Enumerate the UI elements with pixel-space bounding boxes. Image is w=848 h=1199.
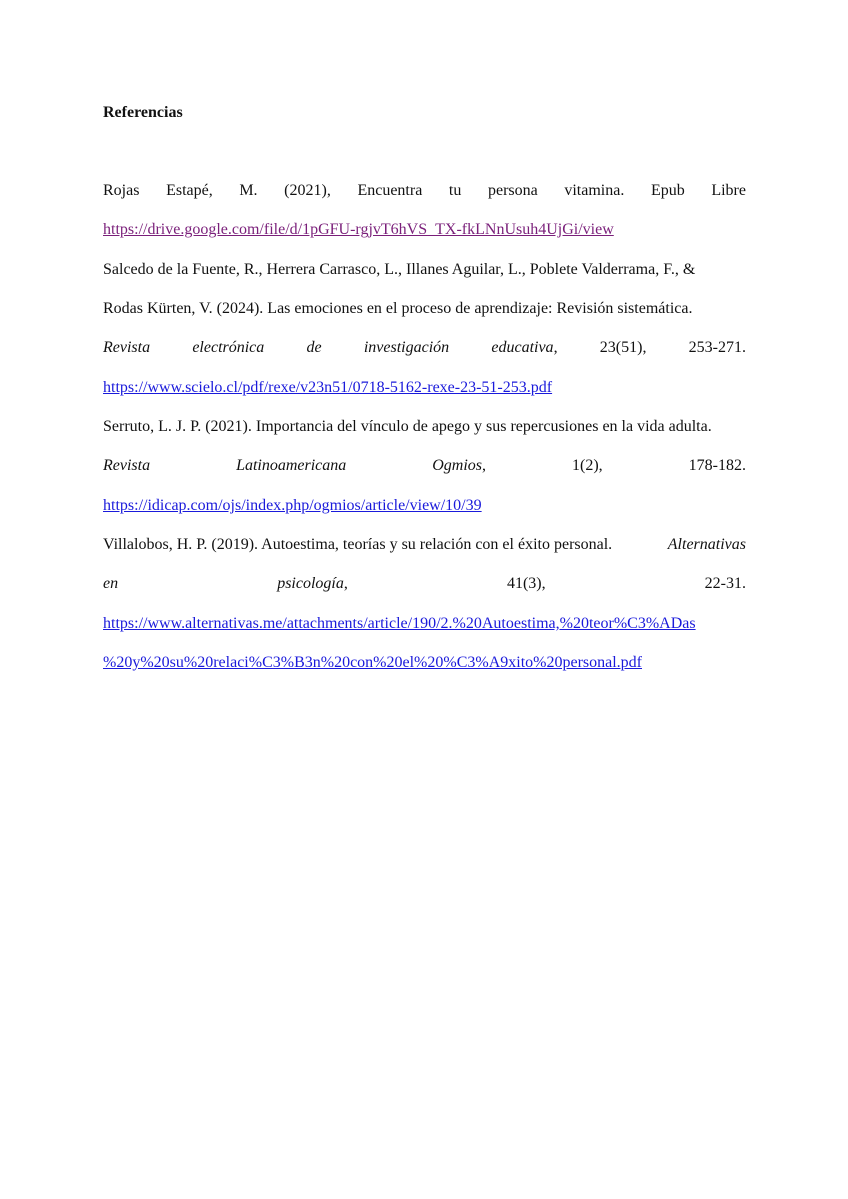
reference-4-url-line-2	[103, 652, 746, 674]
reference-1-url[interactable]: https://drive.google.com/file/d/1pGFU-rgjvT6hVS_TX-fkLNnUsuh4UjGi/view	[103, 221, 614, 238]
journal-word: Revista	[103, 339, 151, 356]
reference-2-line-1: Salcedo de la Fuente, R., Herrera Carrasco, L., Illanes Aguilar, L., Poblete Valderrama, F., &	[103, 261, 696, 278]
ref1-word: Epub	[650, 182, 685, 199]
reference-1-line-1	[103, 180, 746, 202]
ref1-word: M.	[239, 182, 258, 199]
journal-word: de	[306, 339, 322, 356]
comma: ,	[343, 575, 348, 592]
reference-2-url[interactable]: https://www.scielo.cl/pdf/rexe/v23n51/0718-5162-rexe-23-51-253.pdf	[103, 379, 553, 396]
ref1-word: Estapé,	[166, 182, 213, 199]
volume-issue: 1(2),	[572, 457, 603, 474]
volume-issue: 41(3),	[506, 575, 546, 592]
journal-word: Alternativas	[667, 536, 746, 553]
reference-4-url-part-1[interactable]: https://www.alternativas.me/attachments/article/190/2.%20Autoestima,%20teor%C3%ADas	[103, 615, 696, 632]
reference-3-line-3	[103, 495, 746, 517]
comma: ,	[482, 457, 487, 474]
ref1-word: Rojas	[103, 182, 140, 199]
journal-last-word	[491, 337, 557, 359]
journal-word: en	[103, 575, 119, 592]
journal-last-word	[277, 573, 348, 595]
reference-3-url[interactable]: https://idicap.com/ojs/index.php/ogmios/article/view/10/39	[103, 497, 482, 514]
pages: 22-31.	[704, 575, 746, 592]
journal-last-word	[432, 455, 486, 477]
pages: 178-182.	[688, 457, 746, 474]
references-heading: Referencias	[103, 104, 183, 121]
reference-2-line-3	[103, 337, 746, 359]
ref1-word: tu	[448, 182, 462, 199]
reference-2-line-4	[103, 377, 746, 399]
reference-3-line-2	[103, 455, 746, 477]
comma: ,	[553, 339, 558, 356]
journal-word: Latinoamericana	[236, 457, 347, 474]
reference-4-line-1	[103, 534, 746, 556]
reference-4-url-part-2[interactable]: %20y%20su%20relaci%C3%B3n%20con%20el%20%C3%A9xito%20personal.pdf	[103, 654, 642, 671]
reference-2-line-2: Rodas Kürten, V. (2024). Las emociones en el proceso de aprendizaje: Revisión sistemática.	[103, 300, 693, 317]
reference-4-text: Villalobos, H. P. (2019). Autoestima, teorías y su relación con el éxito personal.	[103, 536, 613, 553]
journal-word: psicología	[277, 575, 344, 592]
journal-word: educativa	[491, 339, 554, 356]
reference-4-url-line-1	[103, 613, 746, 635]
journal-word: investigación	[363, 339, 450, 356]
reference-3-line-1: Serruto, L. J. P. (2021). Importancia del vínculo de apego y sus repercusiones en la vida adulta.	[103, 418, 712, 435]
ref1-word: Encuentra	[357, 182, 423, 199]
reference-1-line-2	[103, 219, 746, 241]
reference-4-line-2	[103, 573, 746, 595]
pages: 253-271.	[688, 339, 746, 356]
journal-word: electrónica	[192, 339, 265, 356]
journal-word: Revista	[103, 457, 151, 474]
ref1-word: Libre	[711, 182, 746, 199]
ref1-word: vitamina.	[564, 182, 625, 199]
volume-issue: 23(51),	[599, 339, 647, 356]
ref1-word: (2021),	[284, 182, 331, 199]
ref1-word: persona	[487, 182, 538, 199]
journal-word: Ogmios	[432, 457, 483, 474]
